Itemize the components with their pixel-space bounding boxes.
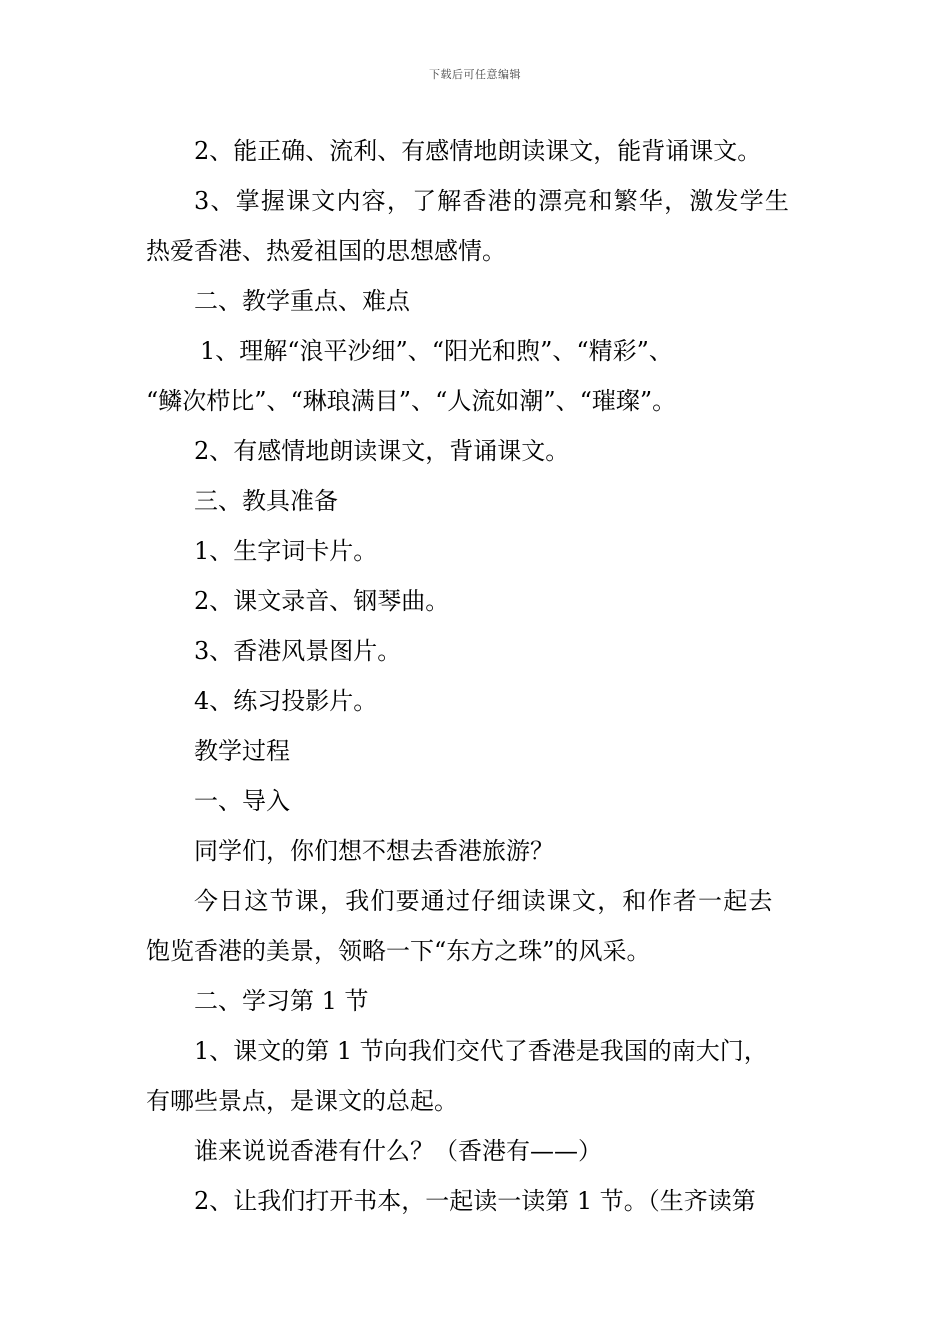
paragraph-line: “鳞次栉比”、“琳琅满目”、“人流如潮”、“璀璨”。 [146, 387, 677, 415]
list-item: 4、练习投影片。 [194, 687, 378, 715]
list-item: 3、香港风景图片。 [194, 637, 402, 665]
section-heading: 一、导入 [194, 787, 290, 815]
paragraph-line: 1、课文的第 1 节向我们交代了香港是我国的南大门， [194, 1037, 768, 1065]
paragraph-line: 3、掌握课文内容，了解香港的漂亮和繁华，激发学生 [194, 187, 791, 215]
page-header: 下载后可任意编辑 [429, 68, 521, 81]
document-body [146, 126, 808, 1226]
paragraph-line: 今日这节课，我们要通过仔细读课文，和作者一起去 [194, 887, 774, 915]
paragraph-line: 热爱香港、热爱祖国的思想感情。 [146, 237, 506, 265]
paragraph-line: 2、能正确、流利、有感情地朗读课文，能背诵课文。 [194, 137, 762, 165]
paragraph-line: 2、有感情地朗读课文，背诵课文。 [194, 437, 570, 465]
paragraph-line: 同学们，你们想不想去香港旅游？ [194, 837, 554, 865]
list-item: 2、课文录音、钢琴曲。 [194, 587, 450, 615]
section-heading: 教学过程 [194, 737, 290, 765]
paragraph-line: 2、让我们打开书本，一起读一读第 1 节。（生齐读第 [194, 1187, 756, 1215]
section-heading: 二、学习第 1 节 [194, 987, 369, 1015]
list-item: 1、生字词卡片。 [194, 537, 378, 565]
paragraph-line: 谁来说说香港有什么？（香港有——） [194, 1137, 602, 1165]
paragraph-line: 1、理解“浪平沙细”、“阳光和煦”、“精彩”、 [200, 337, 673, 365]
paragraph-line: 饱览香港的美景，领略一下“东方之珠”的风采。 [146, 937, 651, 965]
paragraph-line: 有哪些景点，是课文的总起。 [146, 1087, 458, 1115]
section-heading: 三、教具准备 [194, 487, 338, 515]
section-heading: 二、教学重点、难点 [194, 287, 410, 315]
